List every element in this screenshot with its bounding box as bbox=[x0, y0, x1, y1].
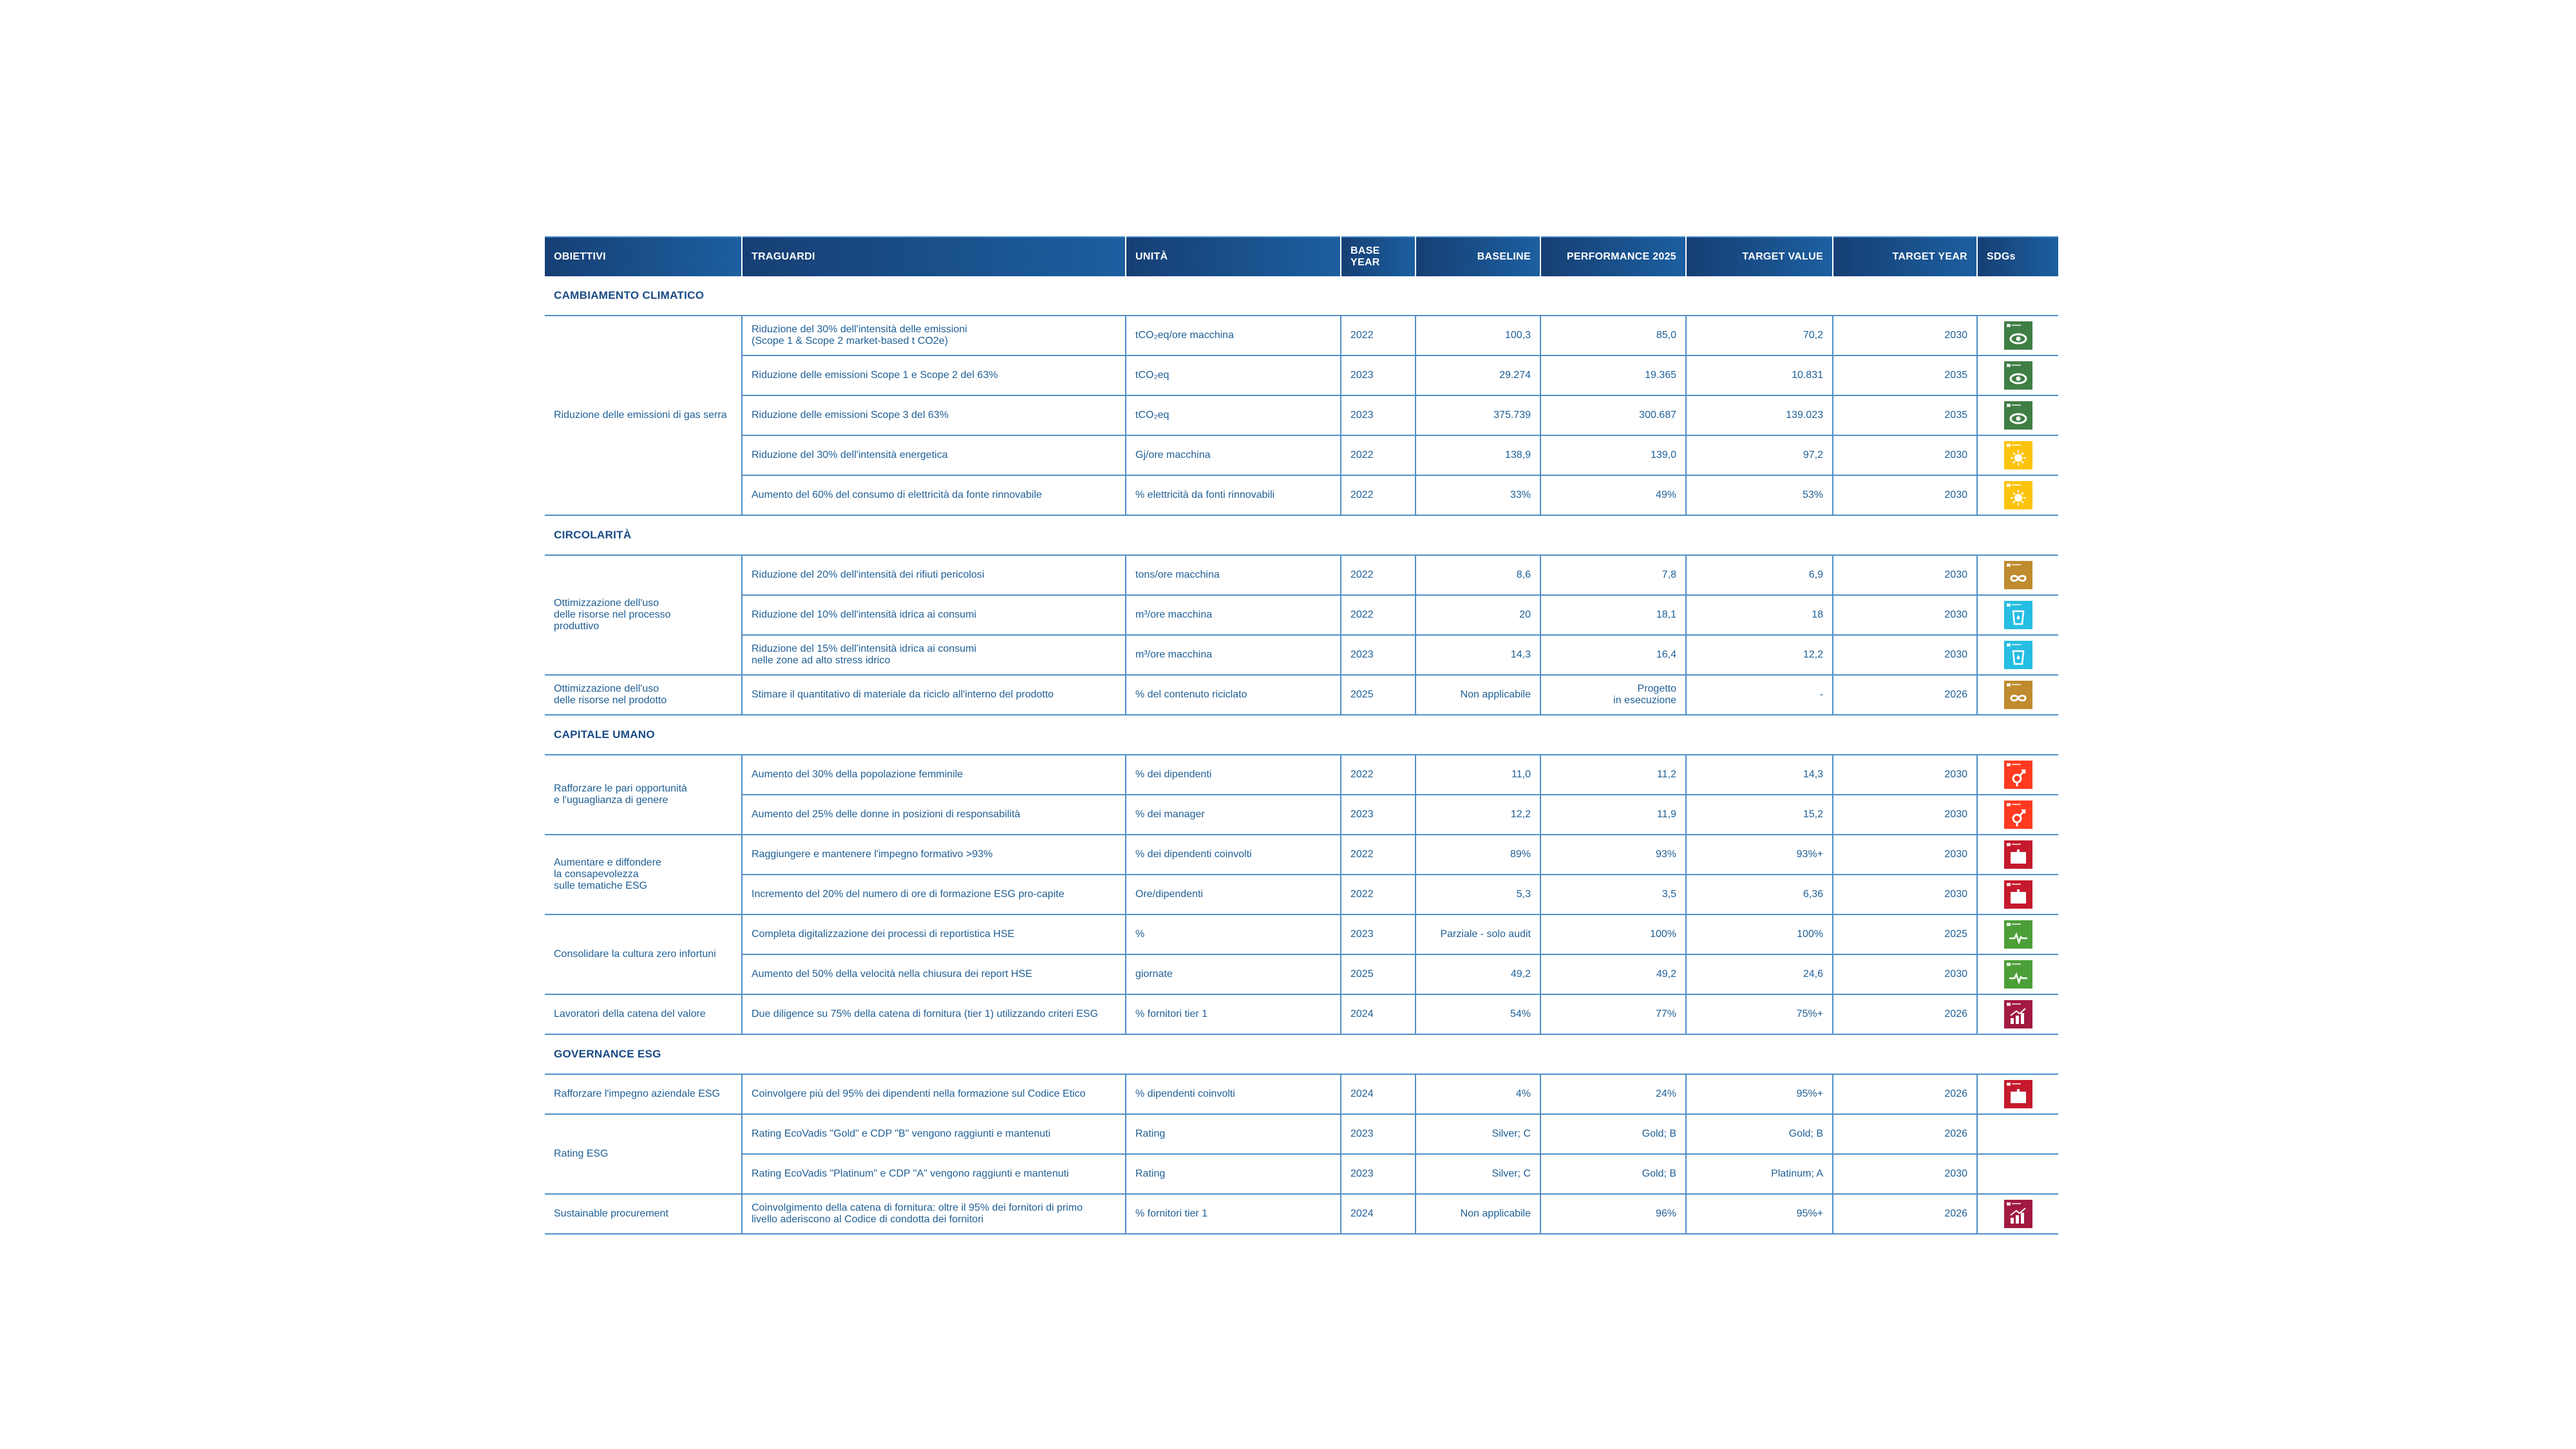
baseline-cell: 100,3 bbox=[1416, 316, 1540, 355]
performance-cell: 49% bbox=[1540, 475, 1686, 515]
target-cell: Riduzione delle emissioni Scope 3 del 63% bbox=[742, 395, 1126, 435]
growth-chart-icon bbox=[2004, 1200, 2032, 1228]
section-title: CIRCOLARITÀ bbox=[545, 515, 2058, 555]
gender-icon bbox=[2004, 761, 2032, 789]
target-value-cell: 10.831 bbox=[1686, 355, 1833, 395]
baseline-cell: 138,9 bbox=[1416, 435, 1540, 475]
target-year-cell: 2030 bbox=[1833, 316, 1977, 355]
sdg-cell bbox=[1977, 1074, 2058, 1114]
target-cell: Rating EcoVadis "Platinum" e CDP "A" vengono raggiunti e mantenuti bbox=[742, 1154, 1126, 1194]
baseline-cell: Silver; C bbox=[1416, 1154, 1540, 1194]
base-year-cell: 2024 bbox=[1341, 994, 1416, 1034]
table-row bbox=[545, 1074, 2058, 1114]
target-year-cell: 2035 bbox=[1833, 395, 1977, 435]
table-body bbox=[545, 276, 2058, 1234]
table-row bbox=[545, 675, 2058, 715]
target-year-cell: 2035 bbox=[1833, 355, 1977, 395]
target-cell: Incremento del 20% del numero di ore di formazione ESG pro-capite bbox=[742, 875, 1126, 914]
target-value-cell: 18 bbox=[1686, 595, 1833, 635]
target-year-cell: 2026 bbox=[1833, 994, 1977, 1034]
objective-cell: Lavoratori della catena del valore bbox=[545, 994, 742, 1034]
target-cell: Aumento del 30% della popolazione femminile bbox=[742, 755, 1126, 795]
target-cell: Rating EcoVadis "Gold" e CDP "B" vengono raggiunti e mantenuti bbox=[742, 1114, 1126, 1154]
sdg-cell bbox=[1977, 316, 2058, 355]
baseline-cell: Non applicabile bbox=[1416, 675, 1540, 715]
sdg-cell bbox=[1977, 595, 2058, 635]
base-year-cell: 2023 bbox=[1341, 355, 1416, 395]
unit-cell: Ore/dipendenti bbox=[1126, 875, 1341, 914]
performance-cell: 85,0 bbox=[1540, 316, 1686, 355]
performance-cell: 16,4 bbox=[1540, 635, 1686, 675]
target-value-cell: 14,3 bbox=[1686, 755, 1833, 795]
baseline-cell: 375.739 bbox=[1416, 395, 1540, 435]
sdg-cell bbox=[1977, 635, 2058, 675]
target-value-cell: 75%+ bbox=[1686, 994, 1833, 1034]
growth-chart-icon bbox=[2004, 1000, 2032, 1028]
baseline-cell: 14,3 bbox=[1416, 635, 1540, 675]
baseline-cell: 89% bbox=[1416, 835, 1540, 875]
base-year-cell: 2025 bbox=[1341, 954, 1416, 994]
base-year-cell: 2023 bbox=[1341, 635, 1416, 675]
section-row bbox=[545, 276, 2058, 316]
sdg-cell bbox=[1977, 475, 2058, 515]
sdg-cell bbox=[1977, 795, 2058, 835]
target-cell: Riduzione del 15% dell'intensità idrica ai consumi nelle zone ad alto stress idrico bbox=[742, 635, 1126, 675]
sdg-cell bbox=[1977, 395, 2058, 435]
esg-objectives-table bbox=[545, 236, 2058, 1235]
target-value-cell: 93%+ bbox=[1686, 835, 1833, 875]
gender-icon bbox=[2004, 800, 2032, 829]
baseline-cell: 5,3 bbox=[1416, 875, 1540, 914]
base-year-cell: 2023 bbox=[1341, 795, 1416, 835]
baseline-cell: 33% bbox=[1416, 475, 1540, 515]
target-cell: Aumento del 50% della velocità nella chiusura dei report HSE bbox=[742, 954, 1126, 994]
target-value-cell: 24,6 bbox=[1686, 954, 1833, 994]
base-year-cell: 2023 bbox=[1341, 1114, 1416, 1154]
section-title: CAPITALE UMANO bbox=[545, 715, 2058, 755]
sdg-cell bbox=[1977, 675, 2058, 715]
performance-cell: 7,8 bbox=[1540, 555, 1686, 595]
target-value-cell: 6,9 bbox=[1686, 555, 1833, 595]
objective-cell: Consolidare la cultura zero infortuni bbox=[545, 914, 742, 994]
base-year-cell: 2025 bbox=[1341, 675, 1416, 715]
unit-cell: % fornitori tier 1 bbox=[1126, 1194, 1341, 1234]
unit-cell: m³/ore macchina bbox=[1126, 595, 1341, 635]
target-cell: Aumento del 25% delle donne in posizioni di responsabilità bbox=[742, 795, 1126, 835]
target-year-cell: 2030 bbox=[1833, 635, 1977, 675]
performance-cell: 77% bbox=[1540, 994, 1686, 1034]
sdg-cell bbox=[1977, 755, 2058, 795]
base-year-cell: 2024 bbox=[1341, 1074, 1416, 1114]
target-cell: Riduzione del 30% dell'intensità delle emissioni (Scope 1 & Scope 2 market-based t CO2e) bbox=[742, 316, 1126, 355]
baseline-cell: Non applicabile bbox=[1416, 1194, 1540, 1234]
target-year-cell: 2026 bbox=[1833, 675, 1977, 715]
unit-cell: tons/ore macchina bbox=[1126, 555, 1341, 595]
objective-cell: Aumentare e diffondere la consapevolezza sulle tematiche ESG bbox=[545, 835, 742, 914]
book-icon bbox=[2004, 1080, 2032, 1108]
unit-cell: % fornitori tier 1 bbox=[1126, 994, 1341, 1034]
sdg-cell bbox=[1977, 1194, 2058, 1234]
target-year-cell: 2030 bbox=[1833, 595, 1977, 635]
unit-cell: tCO₂eq bbox=[1126, 395, 1341, 435]
table-row bbox=[545, 435, 2058, 475]
section-row bbox=[545, 715, 2058, 755]
target-value-cell: 12,2 bbox=[1686, 635, 1833, 675]
unit-cell: tCO₂eq/ore macchina bbox=[1126, 316, 1341, 355]
performance-cell: 24% bbox=[1540, 1074, 1686, 1114]
baseline-cell: 8,6 bbox=[1416, 555, 1540, 595]
table-row bbox=[545, 395, 2058, 435]
sdg-cell bbox=[1977, 355, 2058, 395]
header-obiettivi: OBIETTIVI bbox=[545, 237, 742, 276]
unit-cell: % dei dipendenti bbox=[1126, 755, 1341, 795]
target-cell: Aumento del 60% del consumo di elettricità da fonte rinnovabile bbox=[742, 475, 1126, 515]
target-cell: Coinvolgimento della catena di fornitura: oltre il 95% dei fornitori di primo livello aderiscono al Codice di condotta dei fornitori bbox=[742, 1194, 1126, 1234]
base-year-cell: 2023 bbox=[1341, 395, 1416, 435]
section-row bbox=[545, 515, 2058, 555]
sdg-cell bbox=[1977, 435, 2058, 475]
target-cell: Due diligence su 75% della catena di fornitura (tier 1) utilizzando criteri ESG bbox=[742, 994, 1126, 1034]
table-row bbox=[545, 994, 2058, 1034]
target-cell: Riduzione delle emissioni Scope 1 e Scope 2 del 63% bbox=[742, 355, 1126, 395]
target-value-cell: 53% bbox=[1686, 475, 1833, 515]
unit-cell: tCO₂eq bbox=[1126, 355, 1341, 395]
sdg-cell bbox=[1977, 994, 2058, 1034]
sun-icon bbox=[2004, 481, 2032, 509]
target-cell: Completa digitalizzazione dei processi di reportistica HSE bbox=[742, 914, 1126, 954]
sun-icon bbox=[2004, 441, 2032, 469]
unit-cell: % bbox=[1126, 914, 1341, 954]
unit-cell: Rating bbox=[1126, 1114, 1341, 1154]
target-value-cell: Platinum; A bbox=[1686, 1154, 1833, 1194]
target-value-cell: 95%+ bbox=[1686, 1194, 1833, 1234]
book-icon bbox=[2004, 880, 2032, 909]
header-base-year: BASE YEAR bbox=[1341, 237, 1416, 276]
target-year-cell: 2030 bbox=[1833, 555, 1977, 595]
sdg-cell bbox=[1977, 954, 2058, 994]
target-value-cell: 100% bbox=[1686, 914, 1833, 954]
performance-cell: 3,5 bbox=[1540, 875, 1686, 914]
base-year-cell: 2022 bbox=[1341, 475, 1416, 515]
objective-cell: Sustainable procurement bbox=[545, 1194, 742, 1234]
base-year-cell: 2024 bbox=[1341, 1194, 1416, 1234]
table-row bbox=[545, 875, 2058, 914]
objective-cell: Ottimizzazione dell'uso delle risorse nel prodotto bbox=[545, 675, 742, 715]
table-row bbox=[545, 795, 2058, 835]
table-row bbox=[545, 755, 2058, 795]
base-year-cell: 2022 bbox=[1341, 555, 1416, 595]
header-target-year: TARGET YEAR bbox=[1833, 237, 1977, 276]
target-value-cell: 95%+ bbox=[1686, 1074, 1833, 1114]
objective-cell: Rafforzare l'impegno aziendale ESG bbox=[545, 1074, 742, 1114]
table-row bbox=[545, 954, 2058, 994]
base-year-cell: 2022 bbox=[1341, 595, 1416, 635]
target-year-cell: 2026 bbox=[1833, 1074, 1977, 1114]
performance-cell: 93% bbox=[1540, 835, 1686, 875]
section-title: GOVERNANCE ESG bbox=[545, 1034, 2058, 1074]
objective-cell: Rafforzare le pari opportunità e l'uguaglianza di genere bbox=[545, 755, 742, 835]
heartbeat-icon bbox=[2004, 920, 2032, 949]
table-row bbox=[545, 555, 2058, 595]
table-row bbox=[545, 1194, 2058, 1234]
unit-cell: Gj/ore macchina bbox=[1126, 435, 1341, 475]
baseline-cell: 4% bbox=[1416, 1074, 1540, 1114]
infinity-icon bbox=[2004, 561, 2032, 589]
objective-cell: Rating ESG bbox=[545, 1114, 742, 1194]
target-value-cell: Gold; B bbox=[1686, 1114, 1833, 1154]
table-row bbox=[545, 835, 2058, 875]
base-year-cell: 2023 bbox=[1341, 1154, 1416, 1194]
header-traguardi: TRAGUARDI bbox=[742, 237, 1126, 276]
target-year-cell: 2026 bbox=[1833, 1114, 1977, 1154]
target-year-cell: 2030 bbox=[1833, 435, 1977, 475]
performance-cell: 18,1 bbox=[1540, 595, 1686, 635]
baseline-cell: 12,2 bbox=[1416, 795, 1540, 835]
target-year-cell: 2030 bbox=[1833, 954, 1977, 994]
header-target-value: TARGET VALUE bbox=[1686, 237, 1833, 276]
target-value-cell: 97,2 bbox=[1686, 435, 1833, 475]
eye-icon bbox=[2004, 321, 2032, 350]
performance-cell: Gold; B bbox=[1540, 1114, 1686, 1154]
unit-cell: % dei dipendenti coinvolti bbox=[1126, 835, 1341, 875]
target-value-cell: 139.023 bbox=[1686, 395, 1833, 435]
base-year-cell: 2022 bbox=[1341, 755, 1416, 795]
book-icon bbox=[2004, 840, 2032, 869]
baseline-cell: 49,2 bbox=[1416, 954, 1540, 994]
objective-cell: Ottimizzazione dell'uso delle risorse nel processo produttivo bbox=[545, 555, 742, 675]
unit-cell: % elettricità da fonti rinnovabili bbox=[1126, 475, 1341, 515]
baseline-cell: 20 bbox=[1416, 595, 1540, 635]
water-icon bbox=[2004, 601, 2032, 629]
target-year-cell: 2030 bbox=[1833, 475, 1977, 515]
unit-cell: % dipendenti coinvolti bbox=[1126, 1074, 1341, 1114]
eye-icon bbox=[2004, 361, 2032, 390]
unit-cell: % dei manager bbox=[1126, 795, 1341, 835]
table-row bbox=[545, 595, 2058, 635]
target-value-cell: - bbox=[1686, 675, 1833, 715]
baseline-cell: 54% bbox=[1416, 994, 1540, 1034]
baseline-cell: 11,0 bbox=[1416, 755, 1540, 795]
target-year-cell: 2026 bbox=[1833, 1194, 1977, 1234]
baseline-cell: Silver; C bbox=[1416, 1114, 1540, 1154]
sdg-cell bbox=[1977, 914, 2058, 954]
performance-cell: Progetto in esecuzione bbox=[1540, 675, 1686, 715]
eye-icon bbox=[2004, 401, 2032, 430]
header-performance: PERFORMANCE 2025 bbox=[1540, 237, 1686, 276]
target-value-cell: 6,36 bbox=[1686, 875, 1833, 914]
header-unita: UNITÀ bbox=[1126, 237, 1341, 276]
table-row bbox=[545, 1154, 2058, 1194]
sdg-cell bbox=[1977, 1114, 2058, 1154]
performance-cell: 19.365 bbox=[1540, 355, 1686, 395]
target-year-cell: 2030 bbox=[1833, 795, 1977, 835]
performance-cell: 49,2 bbox=[1540, 954, 1686, 994]
table-row bbox=[545, 316, 2058, 355]
sdg-cell bbox=[1977, 835, 2058, 875]
base-year-cell: 2022 bbox=[1341, 835, 1416, 875]
header-row bbox=[545, 237, 2058, 276]
header-sdgs: SDGs bbox=[1977, 237, 2058, 276]
base-year-cell: 2022 bbox=[1341, 316, 1416, 355]
base-year-cell: 2022 bbox=[1341, 875, 1416, 914]
unit-cell: % del contenuto riciclato bbox=[1126, 675, 1341, 715]
table-row bbox=[545, 635, 2058, 675]
performance-cell: 139,0 bbox=[1540, 435, 1686, 475]
unit-cell: giornate bbox=[1126, 954, 1341, 994]
base-year-cell: 2023 bbox=[1341, 914, 1416, 954]
baseline-cell: 29.274 bbox=[1416, 355, 1540, 395]
sdg-cell bbox=[1977, 875, 2058, 914]
target-year-cell: 2030 bbox=[1833, 875, 1977, 914]
target-value-cell: 15,2 bbox=[1686, 795, 1833, 835]
section-title: CAMBIAMENTO CLIMATICO bbox=[545, 276, 2058, 316]
base-year-cell: 2022 bbox=[1341, 435, 1416, 475]
target-cell: Stimare il quantitativo di materiale da riciclo all'interno del prodotto bbox=[742, 675, 1126, 715]
unit-cell: Rating bbox=[1126, 1154, 1341, 1194]
target-cell: Riduzione del 10% dell'intensità idrica ai consumi bbox=[742, 595, 1126, 635]
baseline-cell: Parziale - solo audit bbox=[1416, 914, 1540, 954]
target-year-cell: 2030 bbox=[1833, 835, 1977, 875]
header-baseline: BASELINE bbox=[1416, 237, 1540, 276]
target-cell: Riduzione del 20% dell'intensità dei rifiuti pericolosi bbox=[742, 555, 1126, 595]
table-row bbox=[545, 475, 2058, 515]
sdg-cell bbox=[1977, 1154, 2058, 1194]
target-year-cell: 2030 bbox=[1833, 1154, 1977, 1194]
performance-cell: 11,9 bbox=[1540, 795, 1686, 835]
target-value-cell: 70,2 bbox=[1686, 316, 1833, 355]
target-cell: Raggiungere e mantenere l'impegno formativo >93% bbox=[742, 835, 1126, 875]
target-year-cell: 2025 bbox=[1833, 914, 1977, 954]
infinity-icon bbox=[2004, 681, 2032, 709]
target-year-cell: 2030 bbox=[1833, 755, 1977, 795]
target-cell: Coinvolgere più del 95% dei dipendenti nella formazione sul Codice Etico bbox=[742, 1074, 1126, 1114]
objective-cell: Riduzione delle emissioni di gas serra bbox=[545, 316, 742, 515]
performance-cell: 100% bbox=[1540, 914, 1686, 954]
sdg-cell bbox=[1977, 555, 2058, 595]
table-row bbox=[545, 355, 2058, 395]
section-row bbox=[545, 1034, 2058, 1074]
heartbeat-icon bbox=[2004, 960, 2032, 989]
table-row bbox=[545, 1114, 2058, 1154]
performance-cell: 300.687 bbox=[1540, 395, 1686, 435]
performance-cell: 96% bbox=[1540, 1194, 1686, 1234]
performance-cell: 11,2 bbox=[1540, 755, 1686, 795]
unit-cell: m³/ore macchina bbox=[1126, 635, 1341, 675]
table-row bbox=[545, 914, 2058, 954]
performance-cell: Gold; B bbox=[1540, 1154, 1686, 1194]
target-cell: Riduzione del 30% dell'intensità energetica bbox=[742, 435, 1126, 475]
water-icon bbox=[2004, 641, 2032, 669]
